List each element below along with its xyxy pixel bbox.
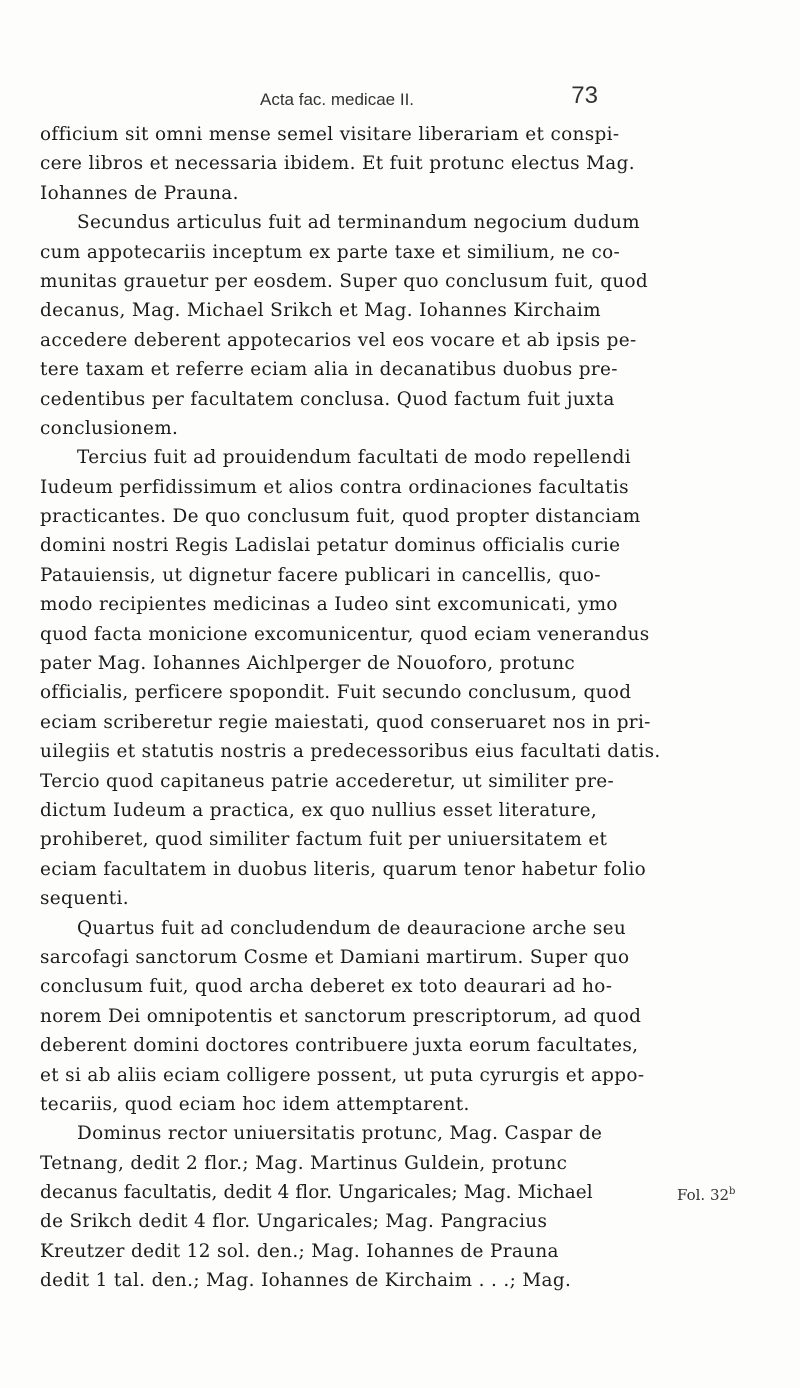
- text-line: cedentibus per facultatem conclusa. Quod factum fuit juxta: [40, 388, 615, 410]
- text-line: dictum Iudeum a practica, ex quo nullius esset literature,: [40, 799, 598, 821]
- text-line: de Srikch dedit 4 flor. Ungaricales; Mag. Pangracius: [40, 1211, 548, 1233]
- margin-note: [677, 1186, 735, 1204]
- text-line: decanus, Mag. Michael Srikch et Mag. Iohannes Kirchaim: [40, 300, 601, 322]
- text-line: Dominus rector uniuersitatis protunc, Mag. Caspar de: [77, 1123, 603, 1145]
- text-line: conclusionem.: [40, 417, 179, 439]
- text-line: sequenti.: [40, 888, 129, 910]
- text-line: et si ab aliis eciam colligere possent, ut puta cyrurgis et appo-: [40, 1064, 645, 1086]
- text-line: Tercio quod capitaneus patrie accederetur, ut similiter pre-: [40, 770, 615, 792]
- text-line: eciam scriberetur regie maiestati, quod conseruaret nos in pri-: [40, 711, 651, 733]
- text-line: sarcofagi sanctorum Cosme et Damiani martirum. Super quo: [40, 946, 630, 968]
- text-line: decanus facultatis, dedit 4 flor. Ungaricales; Mag. Michael: [40, 1182, 593, 1204]
- text-line: quod facta monicione excomunicentur, quod eciam venerandus: [40, 623, 650, 645]
- text-line: tere taxam et referre eciam alia in decanatibus duobus pre-: [40, 359, 618, 381]
- text-line: deberent domini doctores contribuere juxta eorum facultates,: [40, 1035, 639, 1057]
- text-line: pater Mag. Iohannes Aichlperger de Nouoforo, protunc: [40, 653, 576, 675]
- text-line: Iudeum perfidissimum et alios contra ordinaciones facultatis: [40, 476, 629, 498]
- text-line: Tetnang, dedit 2 flor.; Mag. Martinus Guldein, protunc: [40, 1152, 568, 1174]
- text-line: officium sit omni mense semel visitare liberariam et conspi-: [40, 124, 620, 145]
- text-line: Tercius fuit ad prouidendum facultati de modo repellendi: [77, 447, 631, 469]
- text-line: accedere deberent appotecarios vel eos vocare et ab ipsis pe-: [40, 329, 637, 351]
- text-line: domini nostri Regis Ladislai petatur dominus officialis curie: [40, 535, 621, 557]
- text-line: practicantes. De quo conclusum fuit, quod propter distanciam: [40, 506, 641, 528]
- text-line: conclusum fuit, quod archa deberet ex toto deaurari ad ho-: [40, 976, 613, 998]
- text-line: prohiberet, quod similiter factum fuit per uniuersitatem et: [40, 829, 608, 851]
- text-line: modo recipientes medicinas a Iudeo sint excomunicati, ymo: [40, 594, 618, 616]
- text-line: Patauiensis, ut dignetur facere publicari in cancellis, quo-: [40, 564, 601, 586]
- text-line: Kreutzer dedit 12 sol. den.; Mag. Iohannes de Prauna: [40, 1240, 559, 1262]
- text-line: eciam facultatem in duobus literis, quarum tenor habetur folio: [40, 858, 647, 880]
- body-text: [40, 120, 661, 1296]
- text-line: uilegiis et statutis nostris a predecessoribus eius facultati datis.: [40, 741, 661, 763]
- page-number: 73: [571, 82, 598, 109]
- text-line: officialis, perficere spopondit. Fuit secundo conclusum, quod: [40, 682, 632, 704]
- text-line: Iohannes de Prauna.: [40, 182, 239, 204]
- folio-side: b: [729, 1186, 736, 1197]
- running-header: [260, 80, 598, 120]
- text-line: tecariis, quod eciam hoc idem attemptarent.: [40, 1093, 470, 1115]
- text-line: norem Dei omnipotentis et sanctorum prescriptorum, ad quod: [40, 1005, 642, 1027]
- text-line: munitas grauetur per eosdem. Super quo conclusum fuit, quod: [40, 270, 649, 292]
- text-line: Quartus fuit ad concludendum de deauracione arche seu: [77, 917, 627, 939]
- text-line: cere libros et necessaria ibidem. Et fuit protunc electus Mag.: [40, 153, 635, 175]
- text-line: Secundus articulus fuit ad terminandum negocium dudum: [77, 212, 640, 234]
- running-title: Acta fac. medicae II.: [260, 90, 415, 109]
- text-line: dedit 1 tal. den.; Mag. Iohannes de Kirchaim . . .; Mag.: [40, 1270, 572, 1292]
- text-line: cum appotecariis inceptum ex parte taxe et similium, ne co-: [40, 241, 621, 263]
- folio-reference: Fol. 32: [677, 1186, 730, 1204]
